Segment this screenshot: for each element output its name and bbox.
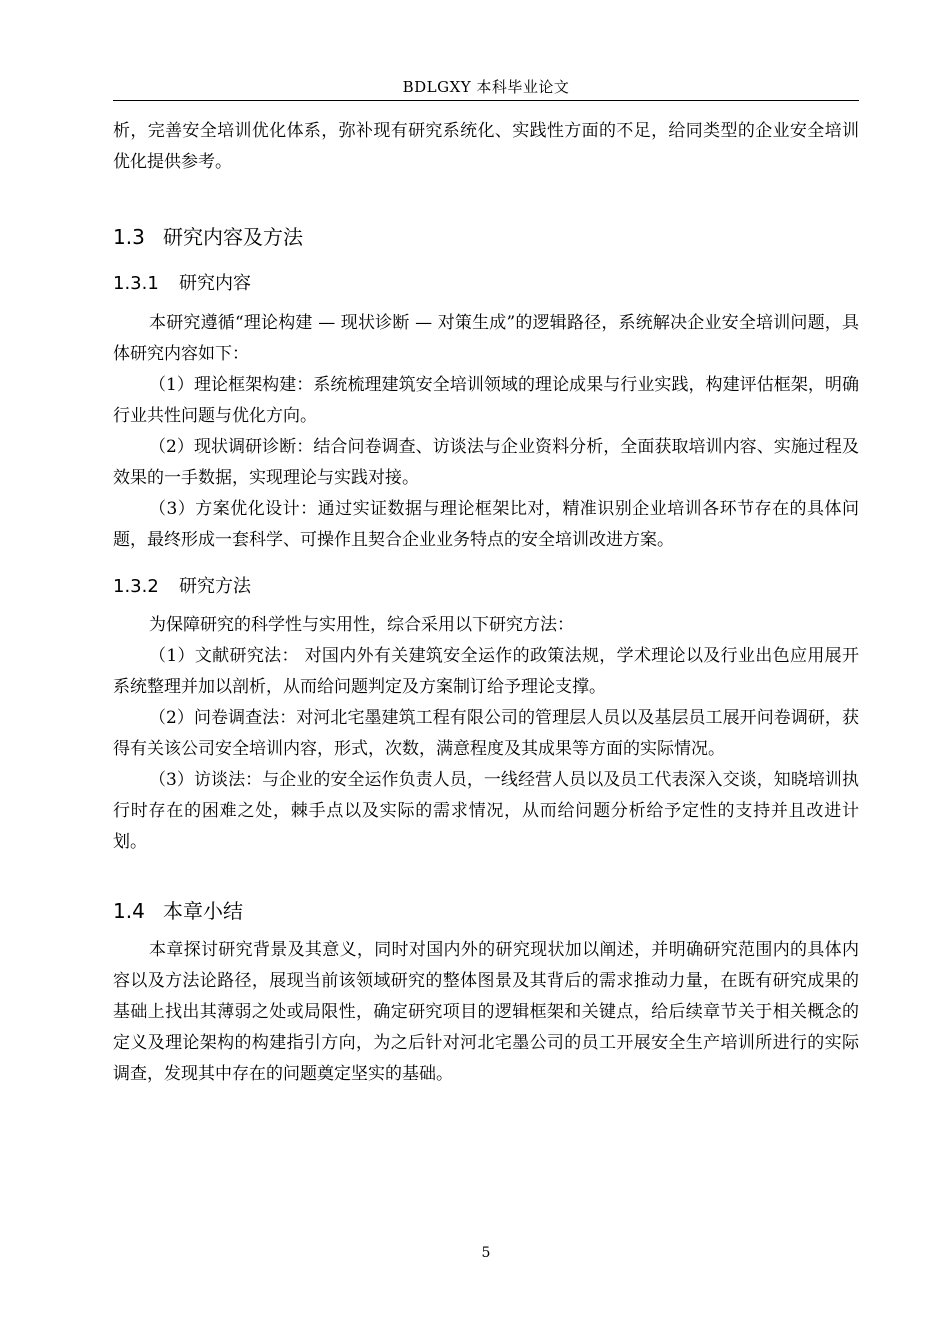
paragraph: 本研究遵循“理论构建 — 现状诊断 — 对策生成”的逻辑路径，系统解决企业安全培训问题，具体研究内容如下： <box>113 313 859 364</box>
subsection-1-3-1-heading <box>113 271 859 297</box>
section-title: 本章小结 <box>163 899 243 923</box>
paragraph: （1）文献研究法： 对国内外有关建筑安全运作的政策法规，学术理论以及行业出色应用展开系统整理并加以剖析，从而给问题判定及方案制订给予理论支撑。 <box>113 646 859 697</box>
subsection-title: 研究方法 <box>179 576 251 597</box>
research-content-paragraphs <box>113 308 859 556</box>
paragraph: （3）访谈法：与企业的安全运作负责人员，一线经营人员以及员工代表深入交谈，知晓培训执行时存在的困难之处，棘手点以及实际的需求情况，从而给问题分析给予定性的支持并且改进计划。 <box>113 770 859 852</box>
paragraph: （2）问卷调查法：对河北宅墨建筑工程有限公司的管理层人员以及基层员工展开问卷调研，获得有关该公司安全培训内容，形式，次数，满意程度及其成果等方面的实际情况。 <box>113 708 859 759</box>
paragraph: 为保障研究的科学性与实用性，综合采用以下研究方法： <box>149 615 574 635</box>
paragraph: （2）现状调研诊断：结合问卷调查、访谈法与企业资料分析，全面获取培训内容、实施过程及效果的一手数据，实现理论与实践对接。 <box>113 437 859 488</box>
intro-paragraph: 析，完善安全培训优化体系，弥补现有研究系统化、实践性方面的不足，给同类型的企业安全培训优化提供参考。 <box>113 121 859 172</box>
section-1-3-heading <box>113 223 859 251</box>
paragraph: （3）方案优化设计：通过实证数据与理论框架比对，精准识别企业培训各环节存在的具体问题，最终形成一套科学、可操作且契合企业业务特点的安全培训改进方案。 <box>113 499 859 550</box>
page-number: 5 <box>481 1245 491 1261</box>
paragraph: 本章探讨研究背景及其意义，同时对国内外的研究现状加以阐述，并明确研究范围内的具体内容以及方法论路径，展现当前该领域研究的整体图景及其背后的需求推动力量，在既有研究成果的基础上找出其薄弱之处或局限性，确定研究项目的逻辑框架和关键点，给后续章节关于相关概念的定义及理论架构的构建指引方向，为之后针对河北宅墨公司的员工开展安全生产培训所进行的实际调查，发现其中存在的问题奠定坚实的基础。 <box>113 940 859 1084</box>
page-header: BDLGXY 本科毕业论文 <box>402 78 570 96</box>
section-number: 1.4 <box>113 899 145 923</box>
subsection-number: 1.3.2 <box>113 576 159 597</box>
chapter-summary-paragraphs <box>113 935 859 1090</box>
section-title: 研究内容及方法 <box>163 225 303 249</box>
section-number: 1.3 <box>113 225 145 249</box>
subsection-title: 研究内容 <box>179 273 251 294</box>
header-rule <box>113 100 859 101</box>
subsection-1-3-2-heading <box>113 574 859 600</box>
document-body <box>113 116 859 1090</box>
section-1-4-heading <box>113 897 859 925</box>
paragraph: （1）理论框架构建：系统梳理建筑安全培训领域的理论成果与行业实践，构建评估框架，明确行业共性问题与优化方向。 <box>113 375 859 426</box>
research-method-paragraphs <box>113 610 859 858</box>
subsection-number: 1.3.1 <box>113 273 159 294</box>
